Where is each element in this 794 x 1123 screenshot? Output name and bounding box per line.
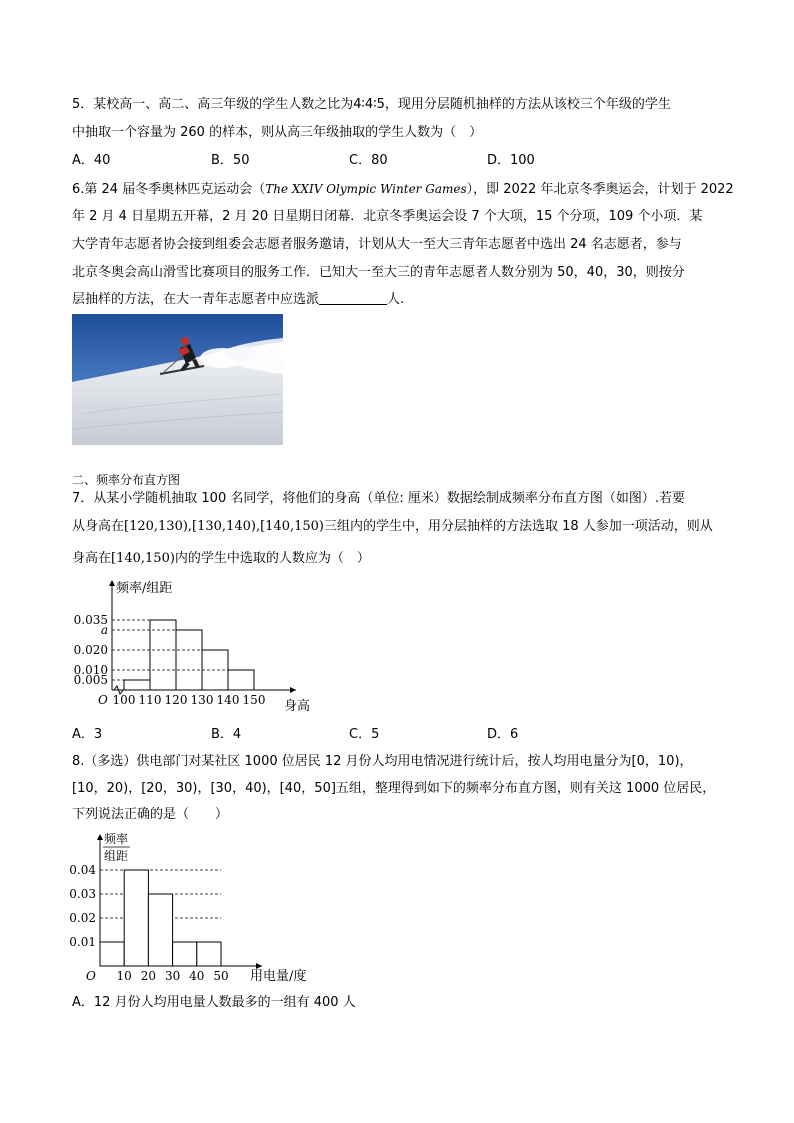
answer-blank xyxy=(319,292,387,305)
q7-line2: 从身高在[120,130),[130,140),[140,150)三组内的学生中，用分层抽样的方法选取 18 人参加一项活动，则从 xyxy=(72,519,713,534)
q5-option-d: D．100 xyxy=(487,153,535,168)
skier-photo-graphic xyxy=(72,314,283,445)
q8-line3: 下列说法正确的是（ ） xyxy=(72,807,229,822)
x-tick-label: 100 xyxy=(112,693,136,707)
q5-option-b: B．50 xyxy=(211,153,250,168)
x-axis-arrow xyxy=(290,687,296,693)
q6-line3: 大学青年志愿者协会接到组委会志愿者服务邀请，计划从大一至大三青年志愿者中选出 24 名志愿者，参与 xyxy=(72,237,682,252)
x-tick-label: 20 xyxy=(140,969,157,983)
q8-option-a: A．12 月份人均用电量人数最多的一组有 400 人 xyxy=(72,995,356,1010)
q8-line2: [10，20)，[20，30)，[30，40)，[40，50]五组，整理得到如下的频率分布直方图，则有关这 1000 位居民， xyxy=(72,781,716,796)
histogram-bar xyxy=(228,670,254,690)
y-axis-label: 频率/组距 xyxy=(116,581,173,596)
y-tick-label: a xyxy=(100,623,108,637)
q6-line5: 层抽样的方法，在大一青年志愿者中应选派 人. xyxy=(72,292,405,307)
x-tick-label: 140 xyxy=(216,693,240,707)
y-tick-label: 0.005 xyxy=(73,673,108,687)
x-tick-label: 130 xyxy=(190,693,214,707)
q7-option-d: D．6 xyxy=(487,727,519,742)
histogram-bar xyxy=(124,870,148,966)
x-tick-label: 30 xyxy=(164,969,181,983)
histogram-bar xyxy=(197,942,221,966)
x-tick-label: 40 xyxy=(189,969,205,983)
x-axis-label: 用电量/度 xyxy=(250,969,307,984)
y-axis-label-top: 频率 xyxy=(104,832,129,846)
y-tick-label: 0.04 xyxy=(69,863,96,877)
histogram-bar xyxy=(176,630,202,690)
q6-line2: 年 2 月 4 日星期五开幕，2 月 20 日星期日闭幕．北京冬季奥运会设 7 个大项，15 个分项，109 个小项．某 xyxy=(72,209,703,224)
y-axis-label-bottom: 组距 xyxy=(104,849,129,863)
y-tick-label: 0.03 xyxy=(69,887,96,901)
x-tick-label: 110 xyxy=(138,693,162,707)
skier-photo xyxy=(72,314,283,445)
histogram-bar xyxy=(124,680,150,690)
electricity-histogram xyxy=(60,828,320,988)
x-tick-label: 120 xyxy=(164,693,188,707)
q5-line1: 5．某校高一、高二、高三年级的学生人数之比为4∶4∶5，现用分层随机抽样的方法从该校三个年级的学生 xyxy=(72,97,671,112)
x-tick-label: 50 xyxy=(213,969,229,983)
q5-option-c: C．80 xyxy=(349,153,388,168)
x-tick-label: 150 xyxy=(242,693,266,707)
q7-line1: 7．从某小学随机抽取 100 名同学，将他们的身高（单位: 厘米）数据绘制成频率分布直方图（如图）.若要 xyxy=(72,491,685,506)
height-histogram xyxy=(60,576,320,716)
q6-line1: 6.第 24 届冬季奥林匹克运动会（The XXIV Olympic Winter Games），即 2022 年北京冬季奥运会，计划于 2022 xyxy=(72,182,734,197)
q7-option-b: B．4 xyxy=(211,727,242,742)
histogram-bar xyxy=(148,894,172,966)
x-axis-label: 身高 xyxy=(284,699,311,714)
q5-line2: 中抽取一个容量为 260 的样本，则从高三年级抽取的学生人数为（ ） xyxy=(72,125,483,140)
y-axis-arrow xyxy=(97,834,103,840)
y-tick-label: 0.02 xyxy=(69,911,96,925)
y-axis-arrow xyxy=(109,580,115,586)
q6-line4: 北京冬奥会高山滑雪比赛项目的服务工作．已知大一至大三的青年志愿者人数分别为 50，40，30，则按分 xyxy=(72,265,685,280)
y-tick-label: 0.020 xyxy=(73,643,108,657)
histogram-bar xyxy=(100,942,124,966)
y-tick-label: 0.035 xyxy=(73,613,108,627)
q5-option-a: A．40 xyxy=(72,153,111,168)
x-tick-label: 10 xyxy=(116,969,132,983)
y-tick-label: 0.010 xyxy=(73,663,108,677)
section-title: 二、频率分布直方图 xyxy=(72,473,181,487)
histogram-bar xyxy=(150,620,176,690)
q7-option-a: A．3 xyxy=(72,727,103,742)
histogram-bar xyxy=(173,942,197,966)
y-tick-label: 0.01 xyxy=(69,935,96,949)
origin-label: O xyxy=(86,969,96,983)
q8-line1: 8.（多选）供电部门对某社区 1000 位居民 12 月份人均用电情况进行统计后，按人均用电量分为[0，10)， xyxy=(72,754,693,769)
origin-label: O xyxy=(98,693,108,707)
q7-line3: 身高在[140,150)内的学生中选取的人数应为（ ） xyxy=(72,551,370,566)
q7-option-c: C．5 xyxy=(349,727,380,742)
